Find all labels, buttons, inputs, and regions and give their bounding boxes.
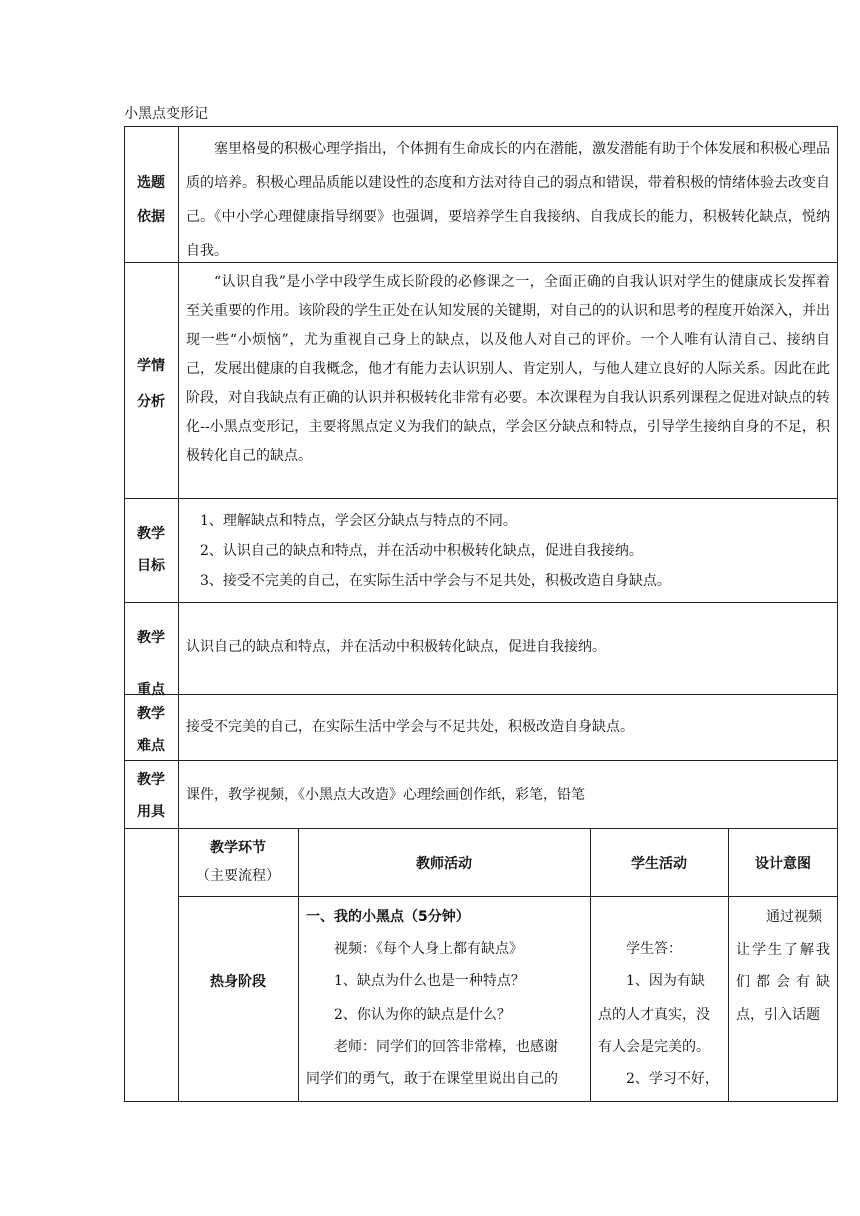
intent-line: 们都会有缺 bbox=[736, 974, 830, 990]
materials-label bbox=[124, 764, 178, 828]
row-divider bbox=[124, 498, 838, 499]
basis-text: 塞里格曼的积极心理学指出，个体拥有生命成长的内在潜能，激发潜能有助于个体发展和积极心理品质的培养。积极心理品质能以建设性的态度和方法对待自己的弱点和错误，带着积极的情绪体验去改变自己。《中小学心理健康指导纲要》也强调，要培养学生自我接纳、自我成长的能力，积极转化缺点，悦纳自我。 bbox=[186, 141, 830, 259]
basis-label-line2: 依据 bbox=[137, 209, 165, 225]
goal-item: 3、接受不完美的自己，在实际生活中学会与不足共处，积极改造自身缺点。 bbox=[200, 573, 671, 589]
student-line: 有人会是完美的。 bbox=[598, 1039, 710, 1055]
header-stage bbox=[178, 834, 298, 890]
difficulties-label-line1: 教学 bbox=[137, 706, 165, 722]
materials-label-line1: 教学 bbox=[137, 772, 165, 788]
goal-item: 1、理解缺点和特点，学会区分缺点与特点的不同。 bbox=[200, 513, 517, 529]
teacher-line: 同学们的勇气，敢于在课堂里说出自己的 bbox=[306, 1071, 558, 1087]
row-divider bbox=[124, 602, 838, 603]
row-divider bbox=[124, 760, 838, 761]
key-points-label-line2: 重点 bbox=[137, 682, 165, 698]
intent-line: 让学生了解我 bbox=[736, 942, 830, 958]
goals-label-line2: 目标 bbox=[137, 558, 165, 574]
teacher-section-title: 一、我的小黑点（5分钟） bbox=[306, 909, 470, 925]
key-points-label-line1: 教学 bbox=[137, 630, 165, 646]
difficulties-text: 接受不完美的自己，在实际生活中学会与不足共处，积极改造自身缺点。 bbox=[186, 719, 634, 735]
header-student-activity: 学生活动 bbox=[631, 856, 687, 872]
materials-text: 课件，教学视频，《小黑点大改造》心理绘画创作纸，彩笔，铅笔 bbox=[186, 787, 585, 803]
header-stage-title: 教学环节 bbox=[210, 840, 266, 856]
header-stage-subtitle: （主要流程） bbox=[196, 868, 280, 884]
stage-name: 热身阶段 bbox=[210, 974, 266, 990]
teacher-line: 2、你认为你的缺点是什么？ bbox=[334, 1007, 511, 1023]
student-line: 点的人才真实，没 bbox=[598, 1007, 710, 1023]
analysis-label bbox=[124, 348, 178, 420]
materials-label-line2: 用具 bbox=[137, 804, 165, 820]
difficulties-label bbox=[124, 698, 178, 762]
header-design-intent: 设计意图 bbox=[755, 856, 811, 872]
row-divider bbox=[124, 694, 838, 695]
column-divider bbox=[178, 126, 179, 1102]
intent-line: 点，引入话题 bbox=[736, 1007, 820, 1023]
goals-label bbox=[124, 518, 178, 582]
analysis-label-line1: 学情 bbox=[137, 358, 165, 374]
row-divider bbox=[124, 828, 838, 829]
student-line: 1、因为有缺 bbox=[626, 973, 705, 989]
header-teacher-activity: 教师活动 bbox=[416, 856, 472, 872]
student-line: 学生答： bbox=[626, 941, 682, 957]
intent-line: 通过视频 bbox=[766, 909, 822, 925]
teacher-line: 1、缺点为什么也是一种特点？ bbox=[334, 973, 525, 989]
document-title: 小黑点变形记 bbox=[124, 106, 208, 122]
basis-label-line1: 选题 bbox=[137, 175, 165, 191]
teacher-line: 视频：《每个人身上都有缺点》 bbox=[334, 941, 523, 957]
analysis-text: “认识自我”是小学中段学生成长阶段的必修课之一，全面正确的自我认识对学生的健康成长发挥着至关重要的作用。该阶段的学生正处在认知发展的关键期，对自己的的认识和思考的程度开始深入，并出现一些“小烦恼”，尤为重视自己身上的缺点，以及他人对自己的评价。一个人唯有认清自己、接纳自己，发展出健康的自我概念，他才有能力去认识别人、肯定别人，与他人建立良好的人际关系。因此在此阶段，对自我缺点有正确的认识并积极转化非常有必要。本次课程为自我认识系列课程之促进对缺点的转化--小黑点变形记，主要将黑点定义为我们的缺点，学会区分缺点和特点，引导学生接纳自身的不足，积极转化自己的缺点。 bbox=[186, 274, 830, 464]
goal-item: 2、认识自己的缺点和特点，并在活动中积极转化缺点，促进自我接纳。 bbox=[200, 543, 643, 559]
student-line: 2、学习不好， bbox=[626, 1071, 719, 1087]
basis-label bbox=[124, 166, 178, 234]
goals-label-line1: 教学 bbox=[137, 526, 165, 542]
analysis-label-line2: 分析 bbox=[137, 394, 165, 410]
row-divider bbox=[178, 896, 838, 897]
difficulties-label-line2: 难点 bbox=[137, 738, 165, 754]
teacher-line: 老师：同学们的回答非常棒，也感谢 bbox=[334, 1039, 558, 1055]
key-points-text: 认识自己的缺点和特点，并在活动中积极转化缺点，促进自我接纳。 bbox=[186, 639, 606, 655]
